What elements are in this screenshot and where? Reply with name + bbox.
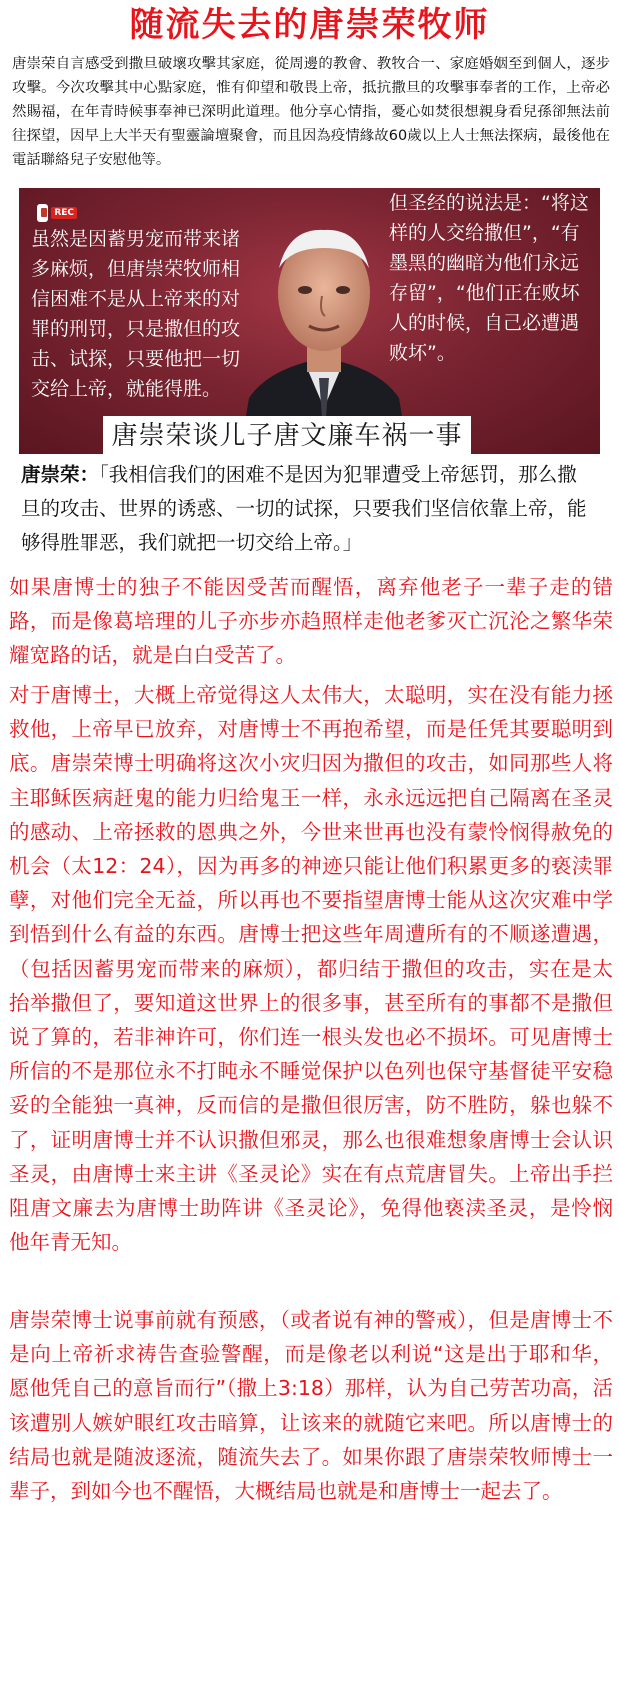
left-caption: 虽然是因蓄男宠而带来诸多麻烦，但唐崇荣牧师相信困难不是从上帝来的对罪的刑罚，只是撒但的攻击、试探，只要他把一切交给上帝，就能得胜。 — [31, 228, 241, 400]
speaker-quote — [21, 458, 596, 560]
right-caption: 但圣经的说法是：“将这样的人交给撒但”，“有墨黑的幽暗为他们永远存留”，“他们正在败坏人的时候，自己必遭遇败坏”。 — [389, 192, 589, 364]
quote-text: 「我相信我们的困难不是因为犯罪遭受上帝惩罚，那么撒旦的攻击、世界的诱惑、一切的试探，只要我们坚信依靠上帝，能够得胜罪恶，我们就把一切交给上帝。」 — [21, 463, 587, 554]
body-paragraph-2: 对于唐博士，大概上帝觉得这人太伟大，太聪明，实在没有能力拯救他，上帝早已放弃，对唐博士不再抱希望，而是任凭其要聪明到底。唐崇荣博士明确将这次小灾归因为撒但的攻击，如同那些人将主耶稣医病赶鬼的能力归给鬼王一样，永永远远把自己隔离在圣灵的感动、上帝拯救的恩典之外，今世来世再也没有蒙怜悯得赦免的机会（太12：24），因为再多的神迹只能让他们积累更多的亵渎罪孽，对他们完全无益，所以再也不要指望唐博士能从这次灾难中学到悟到什么有益的东西。唐博士把这些年周遭所有的不顺遂遭遇，（包括因蓄男宠而带来的麻烦），都归结于撒但的攻击，实在是太抬举撒但了，要知道这世界上的很多事，甚至所有的事都不是撒但说了算的，若非神许可，你们连一根头发也必不损坏。可见唐博士所信的不是那位永不打盹永不睡觉保护以色列也保守基督徒平安稳妥的全能独一真神，反而信的是撒但很厉害，防不胜防，躲也躲不了，证明唐博士并不认识撒但邪灵，那么也很难想象唐博士会认识圣灵，由唐博士来主讲《圣灵论》实在有点荒唐冒失。上帝出手拦阻唐文廉去为唐博士助阵讲《圣灵论》，免得他亵渎圣灵，是怜悯他年青无知。 — [9, 683, 613, 1255]
article-title: 随流失去的唐崇荣牧师 — [129, 5, 490, 45]
rec-indicator — [37, 202, 77, 224]
quote-box — [19, 454, 600, 566]
video-still — [19, 188, 600, 566]
video-banner: 唐崇荣谈儿子唐文廉车祸一事 — [103, 416, 471, 456]
body-paragraph-3: 唐崇荣博士说事前就有预感，（或者说有神的警戒），但是唐博士不是向上帝祈求祷告查验警醒，而是像老以利说“这是出于耶和华，愿他凭自己的意旨而行”（撒上3:18）那样，认为自己劳苦功高，活该遭别人嫉妒眼红攻击暗算，让该来的就随它来吧。所以唐博士的结局也就是随波逐流，随流失去了。如果你跟了唐崇荣牧师博士一辈子，到如今也不醒悟，大概结局也就是和唐博士一起去了。 — [9, 1308, 613, 1504]
intro-paragraph: 唐崇荣自言感受到撒旦破壞攻擊其家庭，從周邊的教會、教牧合一、家庭婚姻至到個人，逐步攻擊。今次攻擊其中心點家庭，惟有仰望和敬畏上帝，抵抗撒旦的攻擊事奉者的工作，上帝必然賜福，在年青時候事奉神已深明此道理。他分享心情指，憂心如焚很想親身看兒孫卻無法前往探望，因早上大半天有聖靈論壇聚會，而且因為疫情緣故60歲以上人士無法探病，最後他在電話聯絡兒子安慰他等。 — [12, 56, 610, 168]
rec-label: REC — [51, 207, 77, 219]
quote-speaker: 唐崇荣： — [21, 463, 100, 486]
body-paragraph-1: 如果唐博士的独子不能因受苦而醒悟，离弃他老子一辈子走的错路，而是像葛培理的儿子亦步亦趋照样走他老爹灭亡沉沦之繁华荣耀宽路的话，就是白白受苦了。 — [9, 575, 613, 668]
recording-icon — [37, 204, 48, 222]
